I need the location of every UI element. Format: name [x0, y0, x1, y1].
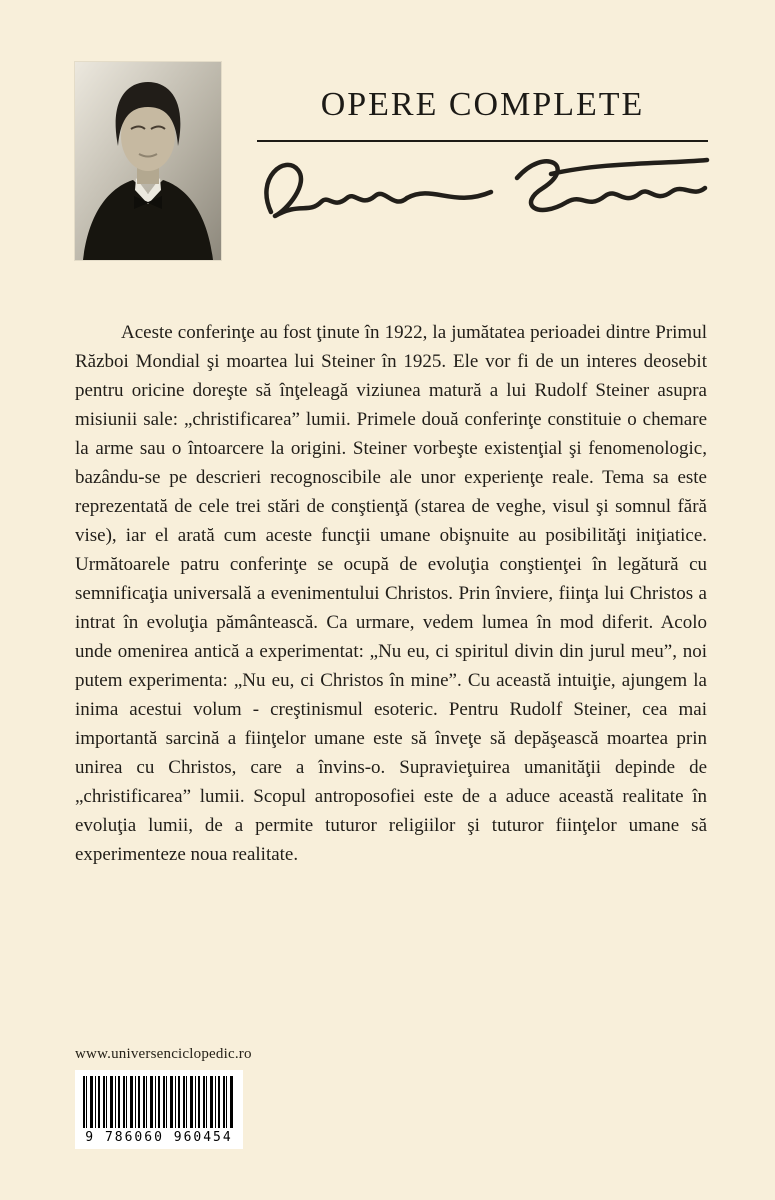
footer [75, 1046, 295, 1149]
author-signature-image [255, 150, 710, 246]
title-divider [257, 140, 708, 142]
series-title: OPERE COMPLETE [320, 86, 645, 123]
description-paragraph: Aceste conferinţe au fost ţinute în 1922, la jumătatea perioadei dintre Primul Război Mondial şi moartea lui Steiner în 1925. Ele vor fi de un interes deosebit pentru oricine doreşte să înţeleagă viziunea matură a lui Rudolf Steiner asupra misiunii sale: „christificarea” lumii. Primele două conferinţe constituie o chemare la arme sau o întoarcere la origini. Steiner vorbeşte existenţial şi fenomenologic, bazându-se pe descrieri recognoscibile ale unor experienţe reale. Tema sa este reprezentată de cele trei stări de conştienţă (starea de veghe, visul şi somnul fără vise), iar el arată cum aceste funcţii umane obişnuite au posibilităţi iniţiatice. Următoarele patru conferinţe se ocupă de evoluţia conştienţei în legătură cu semnificaţia universală a evenimentului Christos. Prin înviere, fiinţa lui Christos a intrat în evoluţia pământească. Ca urmare, vedem lumea în mod diferit. Acolo unde omenirea antică a experimentat: „Nu eu, ci spiritul divin din jurul meu”, noi putem experimenta: „Nu eu, ci Christos în mine”. Cu această intuiţie, ajungem la inima acestui volum - creştinismul esoteric. Pentru Rudolf Steiner, cea mai importantă sarcină a fiinţelor umane este să înveţe să depăşească moartea prin unirea cu Christos, care a învins-o. Supravieţuirea umanităţii depinde de „christificarea” lumii. Scopul antroposofiei este de a aduce această realitate în evoluţia lumii, de a permite tuturor religiilor şi tuturor fiinţelor umane să experimenteze noua realitate. [75, 322, 707, 865]
barcode-number: 9 786060 960454 [85, 1130, 233, 1145]
author-portrait-photo [75, 62, 221, 260]
barcode-bars [83, 1076, 235, 1128]
publisher-website: www.universenciclopedic.ro [75, 1046, 252, 1062]
barcode [75, 1070, 243, 1149]
masthead [255, 86, 710, 246]
